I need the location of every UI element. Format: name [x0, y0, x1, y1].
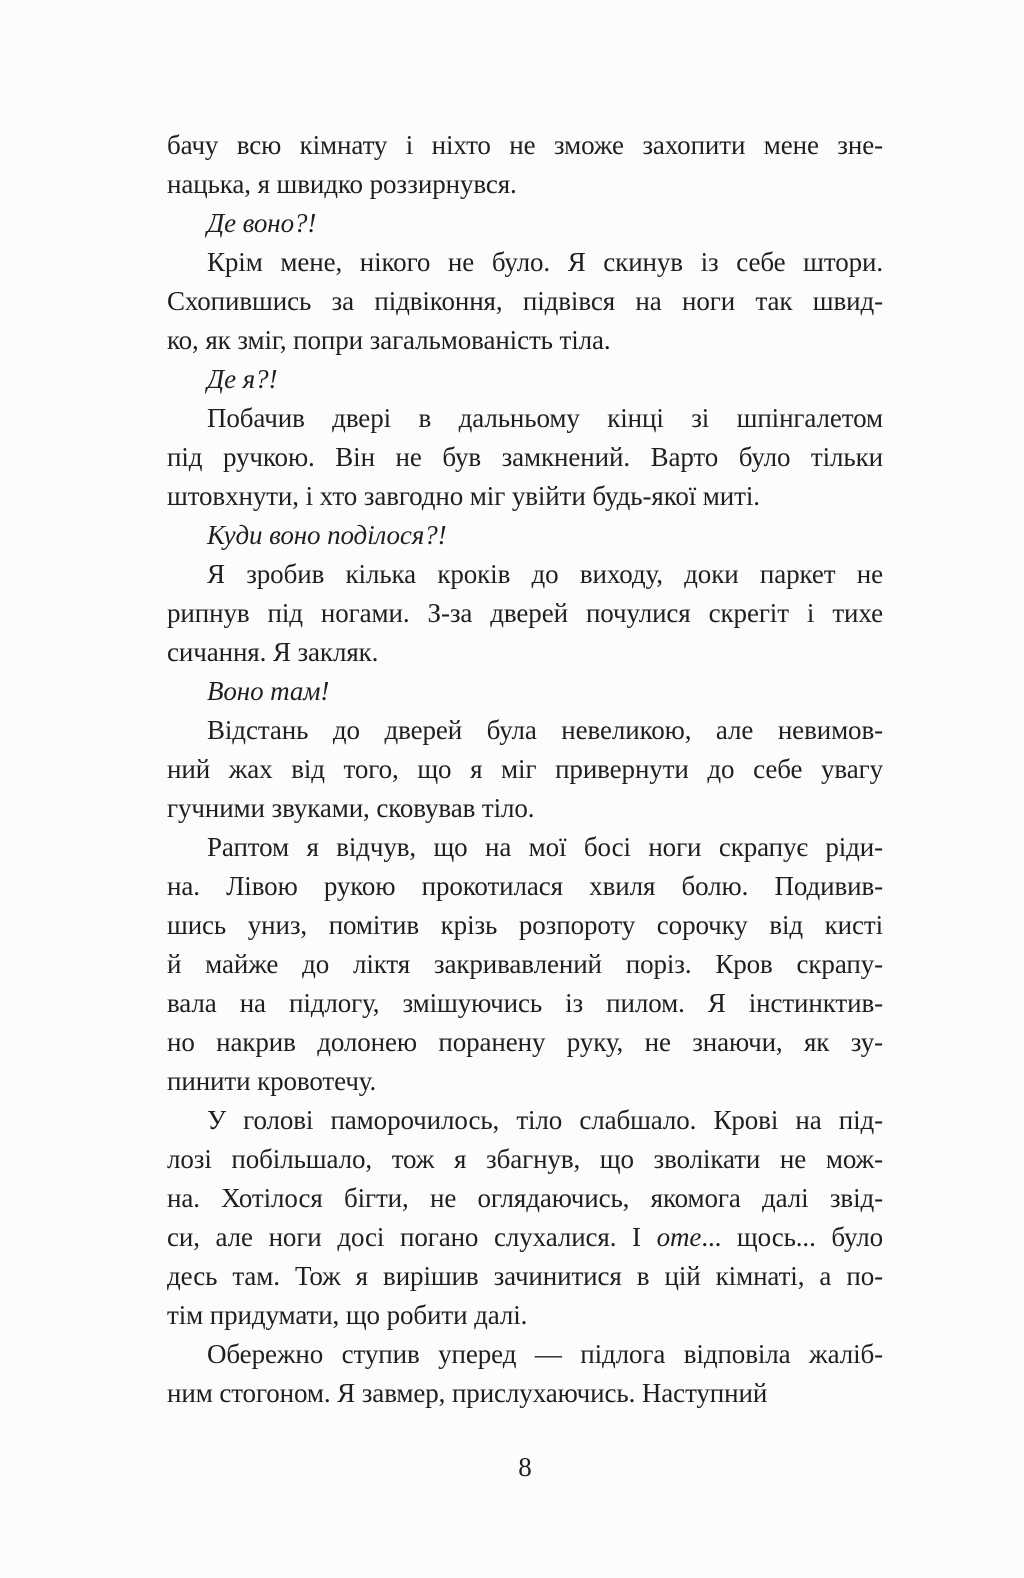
text-line: ним стогоном. Я завмер, прислухаючись. Наступний — [167, 1378, 768, 1408]
text-line: нацька, я швидко роззирнувся. — [167, 169, 517, 199]
text-line: тім придумати, що робити далі. — [167, 1300, 528, 1330]
text-line: під ручкою. Він не був замкнений. Варто було тільки — [167, 442, 883, 472]
text-line: штовхнути, і хто завгодно міг увійти будь-якої миті. — [167, 481, 760, 511]
paragraph — [167, 399, 883, 516]
text-line: рипнув під ногами. З-за дверей почулися скрегіт і тихе — [167, 598, 883, 628]
thought-line: Воно там! — [207, 676, 330, 706]
text-line: десь там. Тож я вирішив зачинитися в цій кімнаті, а по- — [167, 1261, 883, 1291]
paragraph — [167, 1101, 883, 1335]
text-line: пинити кровотечу. — [167, 1066, 377, 1096]
text-line: шись униз, помітив крізь розпороту сорочку від кисті — [167, 910, 883, 940]
text-line-mixed — [167, 1218, 883, 1257]
text-line: на. Лівою рукою прокотилася хвиля болю. Подивив- — [167, 871, 883, 901]
paragraph — [167, 516, 883, 555]
text-segment: си, але ноги досі погано слухалися. І — [167, 1222, 657, 1252]
text-line: Обережно ступив уперед — підлога відповіла жаліб- — [207, 1339, 883, 1369]
paragraph — [167, 672, 883, 711]
paragraph — [167, 711, 883, 828]
paragraph — [167, 243, 883, 360]
text-line: У голові паморочилось, тіло слабшало. Крові на під- — [207, 1105, 883, 1135]
text-line: й майже до ліктя закривавлений поріз. Кров скрапу- — [167, 949, 883, 979]
text-line: Крім мене, нікого не було. Я скинув із себе штори. — [207, 247, 883, 277]
text-line: лозі побільшало, тож я збагнув, що зволікати не мож- — [167, 1144, 883, 1174]
text-line: ко, як зміг, попри загальмованість тіла. — [167, 325, 611, 355]
page-number: 8 — [518, 1452, 532, 1482]
text-segment: ... щось... було — [701, 1222, 883, 1252]
text-line: Я зробив кілька кроків до виходу, доки паркет не — [207, 559, 883, 589]
text-line: сичання. Я закляк. — [167, 637, 379, 667]
paragraph — [167, 555, 883, 672]
text-line: гучними звуками, сковував тіло. — [167, 793, 535, 823]
text-line: на. Хотілося бігти, не оглядаючись, якомога далі звід- — [167, 1183, 883, 1213]
page-text — [167, 126, 883, 1413]
text-line: но накрив долонею поранену руку, не знаючи, як зу- — [167, 1027, 883, 1057]
text-line: Побачив двері в дальньому кінці зі шпінгалетом — [207, 403, 883, 433]
paragraph — [167, 126, 883, 204]
thought-line: Куди воно поділося?! — [207, 520, 447, 550]
text-line: бачу всю кімнату і ніхто не зможе захопити мене зне- — [167, 130, 883, 160]
text-line: Відстань до дверей була невеликою, але невимов- — [207, 715, 883, 745]
text-line: вала на підлогу, змішуючись із пилом. Я інстинктив- — [167, 988, 883, 1018]
text-line: Раптом я відчув, що на мої босі ноги скрапує ріди- — [207, 832, 883, 862]
text-line: Схопившись за підвіконня, підвівся на ноги так швид- — [167, 286, 883, 316]
paragraph — [167, 360, 883, 399]
paragraph — [167, 828, 883, 1101]
text-line: ний жах від того, що я міг привернути до себе увагу — [167, 754, 883, 784]
thought-line: Де я?! — [207, 364, 278, 394]
paragraph — [167, 1335, 883, 1413]
thought-line: Де воно?! — [207, 208, 317, 238]
italic-word: оте — [656, 1222, 702, 1252]
paragraph — [167, 204, 883, 243]
